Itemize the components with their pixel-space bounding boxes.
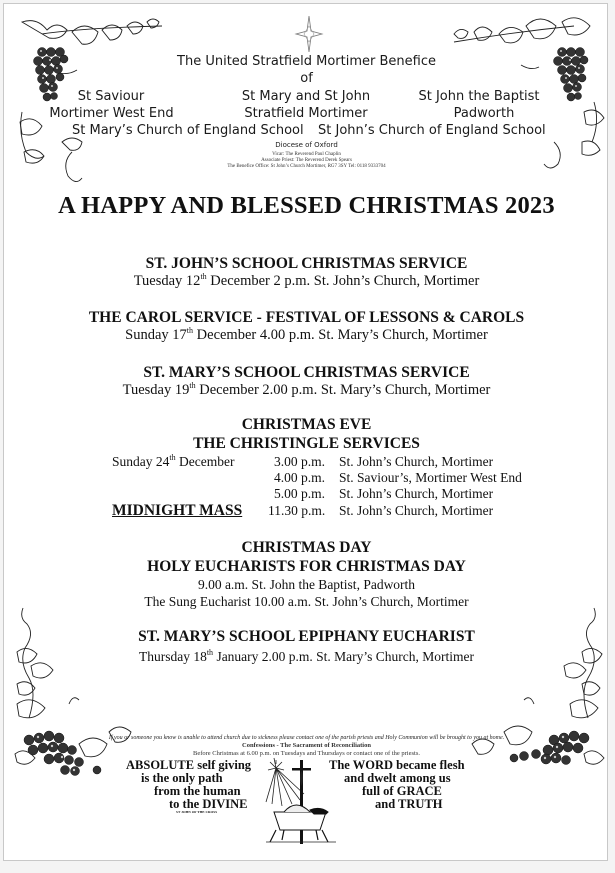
christingle-place: St. Saviour’s, Mortimer West End — [339, 470, 522, 485]
quote-attribution: ST JOHN OF THE CROSS — [176, 810, 218, 814]
christingle-time: 3.00 p.m. — [274, 454, 326, 469]
quote-left-line: is the only path — [141, 771, 223, 785]
parish-st-mary-st-john: St Mary and St John — [241, 89, 371, 104]
diocese: Diocese of Oxford — [275, 141, 338, 149]
epiphany-details: Thursday 18th January 2.00 p.m. St. Mary’s Church, Mortimer — [138, 648, 475, 664]
christmas-day-line: The Sung Eucharist 10.00 a.m. St. John’s Church, Mortimer — [144, 594, 469, 609]
midnight-mass-time: 11.30 p.m. — [268, 503, 326, 518]
confessions-text: Before Christmas at 6.00 p.m. on Tuesdays and Thursdays or contact one of the priests. — [193, 750, 420, 757]
page-title: A HAPPY AND BLESSED CHRISTMAS 2023 — [58, 192, 555, 219]
benefice-title: The United Stratfield Mortimer Benefice — [177, 54, 436, 69]
quote-left-line: ABSOLUTE self giving — [126, 758, 252, 772]
christingle-heading: THE CHRISTINGLE SERVICES — [193, 435, 420, 452]
benefice-office: The Benefice Office: St John’s Church Mortimer, RG7 3SY Tel: 0118 9333704 — [227, 164, 386, 169]
place-padworth: Padworth — [453, 106, 515, 121]
holy-eucharists-heading: HOLY EUCHARISTS FOR CHRISTMAS DAY — [147, 558, 466, 575]
christmas-day-line: 9.00 a.m. St. John the Baptist, Padworth — [197, 577, 416, 592]
quote-right-line: and TRUTH — [375, 797, 443, 811]
place-stratfield-mortimer: Stratfield Mortimer — [244, 106, 368, 121]
christmas-day-heading: CHRISTMAS DAY — [241, 539, 372, 556]
nativity-cross-icon — [262, 754, 342, 844]
school-st-marys: St Mary’s Church of England School — [72, 123, 304, 138]
parish-st-saviour: St Saviour — [77, 89, 145, 104]
service-details: Tuesday 19th December 2.00 p.m. St. Mary’s Church, Mortimer — [122, 381, 491, 398]
service-heading: THE CAROL SERVICE - FESTIVAL OF LESSONS & CAROLS — [88, 309, 525, 326]
epiphany-heading: ST. MARY’S SCHOOL EPIPHANY EUCHARIST — [138, 628, 475, 645]
service-details: Sunday 17th December 4.00 p.m. St. Mary’s Church, Mortimer — [125, 326, 488, 343]
associate-priest: Associate Priest: The Reverend Derek Spears — [261, 158, 352, 163]
midnight-mass-label: MIDNIGHT MASS — [112, 502, 243, 519]
christingle-time: 5.00 p.m. — [274, 486, 326, 501]
christingle-place: St. John’s Church, Mortimer — [339, 454, 494, 469]
sick-note: If you or someone you know is unable to attend church due to sickness please contact one of the parish priests and Holy Communion will be brought to you at home. — [108, 735, 505, 741]
quote-right-line: The WORD became flesh — [329, 758, 465, 772]
benefice-of: of — [300, 71, 313, 86]
christmas-eve-heading: CHRISTMAS EVE — [241, 416, 372, 433]
christingle-place: St. John’s Church, Mortimer — [339, 486, 494, 501]
service-details: Tuesday 12th December 2 p.m. St. John’s Church, Mortimer — [133, 272, 480, 289]
christingle-time: 4.00 p.m. — [274, 470, 326, 485]
quote-right-line: full of GRACE — [362, 784, 442, 798]
quote-left-line: from the human — [154, 784, 241, 798]
midnight-mass-place: St. John’s Church, Mortimer — [339, 503, 494, 518]
quote-right-line: and dwelt among us — [344, 771, 451, 785]
quote-left-line: to the DIVINE — [169, 797, 248, 811]
parish-st-john-baptist: St John the Baptist — [418, 89, 540, 104]
place-mortimer-west-end: Mortimer West End — [49, 106, 174, 121]
confessions-title: Confessions - The Sacrament of Reconciliation — [242, 742, 371, 749]
vicar: Vicar: The Reverend Paul Chaplin — [272, 152, 341, 157]
christmas-eve-date: Sunday 24th December — [112, 453, 235, 469]
service-heading: ST. JOHN’S SCHOOL CHRISTMAS SERVICE — [145, 255, 468, 272]
school-st-johns: St John’s Church of England School — [318, 123, 546, 138]
flyer-page — [3, 3, 608, 861]
service-heading: ST. MARY’S SCHOOL CHRISTMAS SERVICE — [143, 364, 470, 381]
star-icon — [294, 14, 324, 54]
